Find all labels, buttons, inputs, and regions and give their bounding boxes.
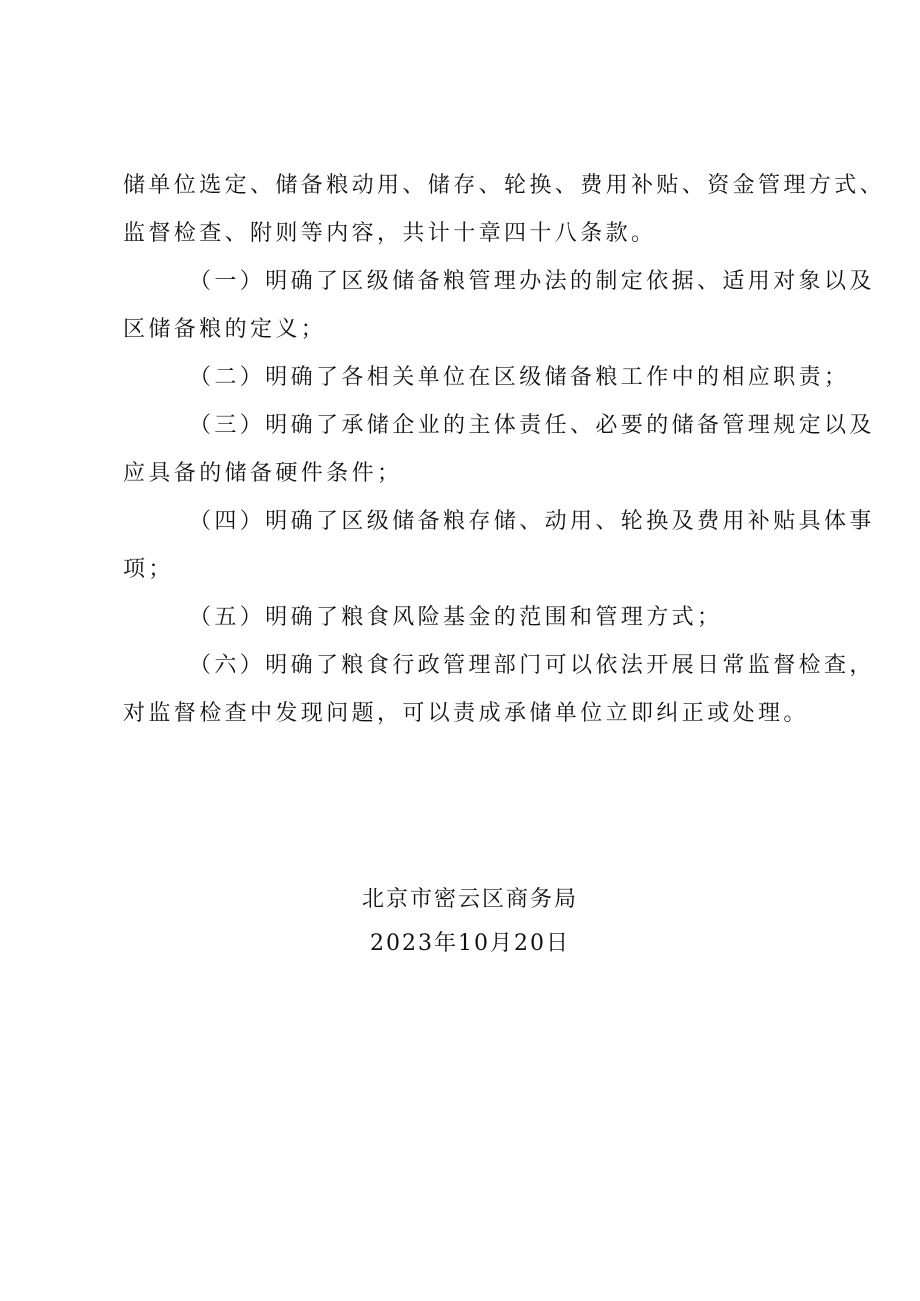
- text-line: 项；: [123, 557, 174, 582]
- text-line: （四）明确了区级储备粮存储、动用、轮换及费用补贴具体事: [189, 509, 875, 534]
- signature-block: [360, 878, 620, 966]
- paragraph: [123, 642, 875, 738]
- text-line: （五）明确了粮食风险基金的范围和管理方式；: [189, 605, 723, 630]
- paragraph: [123, 594, 823, 642]
- text-line: 区储备粮的定义；: [123, 317, 327, 342]
- text-line: 监督检查、附则等内容，共计十章四十八条款。: [123, 221, 657, 246]
- paragraph: [123, 402, 875, 498]
- text-line: （三）明确了承储企业的主体责任、必要的储备管理规定以及: [189, 413, 875, 438]
- document-body: [123, 162, 886, 738]
- paragraph: [123, 354, 850, 402]
- issue-date: 2023年10月20日: [370, 931, 570, 956]
- text-line: （六）明确了粮食行政管理部门可以依法开展日常监督检查，: [189, 653, 875, 678]
- text-line: 应具备的储备硬件条件；: [123, 461, 403, 486]
- text-line: （一）明确了区级储备粮管理办法的制定依据、适用对象以及: [189, 269, 875, 294]
- paragraph: [123, 498, 875, 594]
- text-line: 储单位选定、储备粮动用、储存、轮换、费用补贴、资金管理方式、: [123, 173, 886, 198]
- paragraph: [123, 162, 886, 258]
- issuing-organization: 北京市密云区商务局: [362, 887, 579, 912]
- paragraph: [123, 258, 875, 354]
- text-line: （二）明确了各相关单位在区级储备粮工作中的相应职责；: [189, 365, 850, 390]
- text-line: 对监督检查中发现问题，可以责成承储单位立即纠正或处理。: [123, 701, 809, 726]
